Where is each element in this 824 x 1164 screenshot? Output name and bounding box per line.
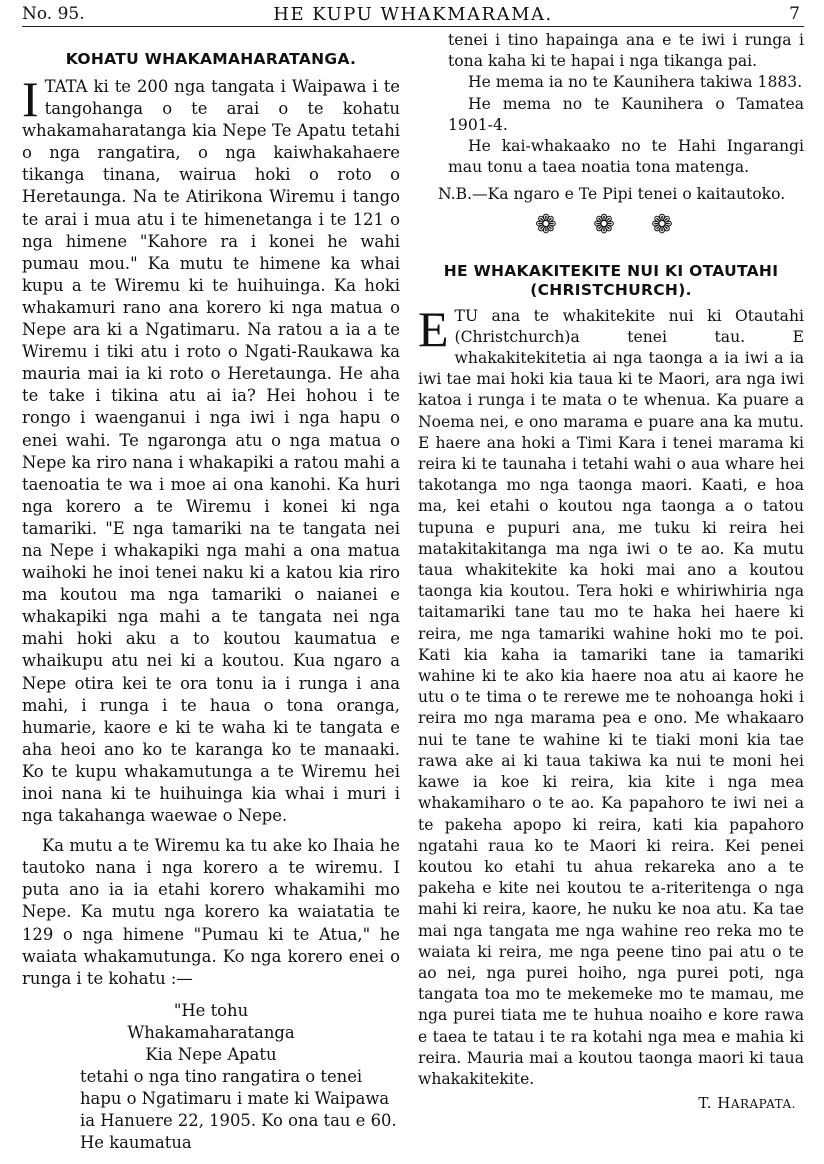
heading-line: (CHRISTCHURCH). [530,280,692,299]
editor-note: N.B.—Ka ngaro e Te Pipi tenei o kaitautoko. [438,185,786,204]
heading-line: HE WHAKAKITEKITE NUI KI OTAUTAHI [443,261,779,280]
page-header [22,2,804,27]
right-column [418,30,804,1112]
article-paragraph [22,71,400,827]
left-column [22,30,400,1154]
drop-cap: I [22,71,39,127]
issue-number: No. 95. [22,4,85,24]
article-body-text: TATA ki te 200 nga tangata i Waipawa i te tangohanga o te arai o te kohatu whakamaharatanga kia Nepe Te Apatu tetahi o nga rangatira, o nga kaiwhakahaere tikanga tinana, wairua hoki o roto o Heretaunga. Na te Atirikona Wiremu i tango te arai i mua atu i te himenetanga i te 121 o nga himene "Kahore ra i konei he wahi pumau mou." Ka mutu te himene ka whai kupu a te Wiremu ki te huihuinga. Ka hoki whakamuri rano ana korero ki nga matua o Nepe ara ki a Ngatimaru. Na ratou a ia a te Wiremu i tiki atu i roto o Ngati-Raukawa ka mauria mai ia ki roto o Heretaunga. He aha te take i tikina atu ai ia? Hei hohou i te rongo i waenganui i nga iwi i nga hapu o enei wahi. Te ngaronga atu o nga matua o Nepe ka riro nana i whakapiki a ratou mahi a taenoatia te wa i moe ai ona kanohi. Ka huri nga korero a te Wiremu i konei ki nga tamariki. "E nga tamariki na te tangata nei na Nepe i whakapiki nga mahi a ona matua waihoki he inoi tenei naku ki a katou kia riro ma koutou ma nga tamariki o naianei e whakapiki nga mahi a te tangata nei nga mahi hoki aku a to koutou kaumatua e whaikupu atu nei ki a koutou. Kua ngaro a Nepe otira kei te ora tonu ia i runga i ana mahi, i runga i te haua o tona oranga, humarie, kaore e ki te waha ki te tangata e aha heoi ano ko te karanga ko te manaaki. Ko te kupu whakamutunga a te Wiremu hei inoi nana ki te huihuinga kia whai i muri i nga takahanga waewae o Nepe. [22,77,400,826]
signature [418,1094,804,1112]
inscription-text: tetahi o nga tino rangatira o tenei hapu o Ngatimaru i mate ki Waipawa ia Hanuere 22, 1905. Ko ona tau e 60. He kaumatua [80,1066,397,1152]
article-heading-kohatu: KOHATU WHAKAMAHARATANGA. [65,50,357,68]
page-number: 7 [789,4,800,24]
inscription [22,1000,400,1066]
article-paragraph [418,300,804,1091]
signature-surname: ARAPATA. [730,1097,796,1112]
article-body-text: TU ana te whakitekite nui ki Otautahi (Christchurch)a tenei tau. E whakakitekitetia ai nga taonga a ia iwi a ia iwi tae mai hoki kia taua ki te Maori, ara nga iwi katoa i runga i te mata o te whenua. Ka puare a Noema nei, e ono marama e puare ana ka mutu. E haere ana hoki a Timi Kara i tenei marama ki reira ki te taunaha i tetahi wahi o aua whare hei takotanga mo nga taonga maori. Kaati, e hoa ma, kei etahi o koutou nga taonga a o tatou tupuna e pupuri ana, me tuku ki reira hei matakitakitanga ma nga iwi o te ao. Ka mutu taua whakitekite ka hoki mai ano a koutou taonga kia koutou. Tera hoki e whiriwhiria nga taitamariki tane tau mo te haka hei haere ki reira, me nga tamariki wahine hoki mo te poi. Kati kia kaha ia tamariki tane ia tamariki wahine ki te ako kia haere noa atu ai kaore he utu o te tima o te rerewe me te nohoanga hoki i reira mo nga marama pea e ono. Me whakaaro nui te tane te wahine ki te tiaki moni kia tae rawa ake ai ki taua takiwa ka nui te moni hei kawe ia koe ki reira, kia kite i nga mea whakamiharo o te ao. Ka papahoro te iwi nei a te pakeha apopo ki reira, kati kia papahoro ngatahi raua ko te Maori ki reira. Kei penei koutou ko etahi tu ahua rekareka ano a te pakeha e kite nei koutou te a-riteritenga o nga mahi ki reira, kaore, he nuku ke noa atu. Ka tae mai nga tangata me nga wahine reo reka mo te waiata ki reira, me nga peene tino pai atu o te ao nei, nga purei hoiho, nga purei poti, nga tangata toa mo te mekemeke mo te mamau, me nga purei tiata me te huhua noaiho e kore rawa e taea te tatau i te ra kotahi nga mea e mahia ki reira. Mauria mai a koutou taonga maori ki taua whakakitekite. [418,306,804,1088]
inscription-line: Whakamaharatanga [127,1022,295,1042]
inscription-line: "He tohu [173,1000,249,1020]
drop-cap: E [418,300,449,357]
inscription-continued: tenei i tino hapainga ana e te iwi i runga i tona kaha ki te hapai i nga tikanga pai. [448,31,804,71]
ornament-divider: ❁ ❁ ❁ [535,209,687,240]
newspaper-title: HE KUPU WHAKMARAMA. [273,4,553,25]
inscription-continued: He kai-whakaako no te Hahi Ingarangi mau tonu a taea noatia tona matenga. [448,137,804,177]
inscription-line: Kia Nepe Apatu [145,1044,277,1064]
article-heading-whakakitekite [418,262,804,300]
inscription-continued: He mema no te Kaunihera o Tamatea 1901-4. [448,94,804,134]
signature-initial: T. H [698,1094,731,1113]
article-paragraph: Ka mutu a te Wiremu ka tu ake ko Ihaia he tautoko nana i nga korero a te wiremu. I puta ano ia ia etahi korero whakamihi mo Nepe. Ka mutu nga korero ka waiatatia te 129 o nga himene "Pumau ki te Atua," he waiata whakamutunga. Ko nga korero enei o runga i te kohatu :— [22,836,400,988]
inscription-continued: He mema ia no te Kaunihera takiwa 1883. [468,73,803,92]
